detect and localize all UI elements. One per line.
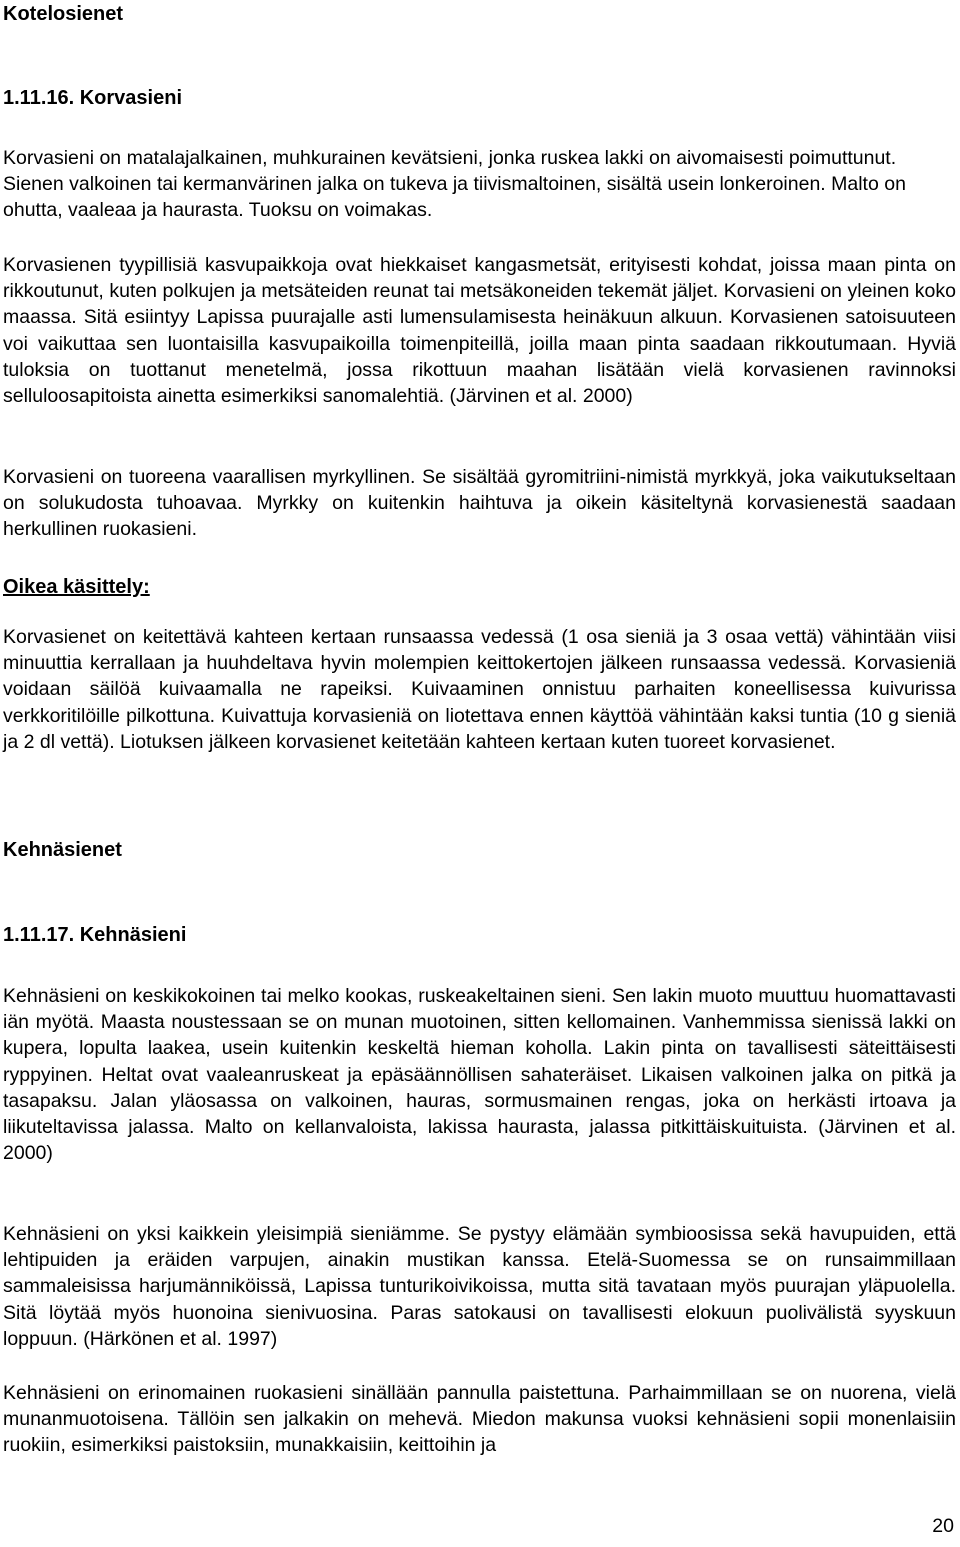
section-heading-kehnasieni: 1.11.17. Kehnäsieni bbox=[3, 924, 187, 946]
korvasieni-treatment-paragraph: Korvasienet on keitettävä kahteen kertaan runsaassa vedessä (1 osa sieniä ja 3 osaa vettä) vähintään viisi minuuttia kerrallaan ja huuhdeltava hyvin molempien keittokertojen jälkeen runsaassa vedessä. Korvasieniä voidaan säilöä kuivaamalla ne rapeiksi. Kuivaaminen onnistuu parhaiten koneellisessa kuivurissa verkkoritilöille pilkottuna. Kuivattuja korvasieniä on liotettava ennen käyttöä vähintään kaksi tuntia (10 g sieniä ja 2 dl vettä). Liotuksen jälkeen korvasienet keitetään kahteen kertaan kuten tuoreet korvasienet. bbox=[3, 626, 956, 753]
treatment-subheading: Oikea käsittely: bbox=[3, 576, 150, 598]
page-number: 20 bbox=[932, 1515, 954, 1537]
korvasieni-description-paragraph: Korvasieni on matalajalkainen, muhkurainen kevätsieni, jonka ruskea lakki on aivomaisesti poimuttunut. Sienen valkoinen tai kermanvärinen jalka on tukeva ja tiivismaltoinen, sisältä usein lonkeroinen. Malto on ohutta, vaaleaa ja haurasta. Tuoksu on voimakas. bbox=[3, 147, 906, 222]
korvasieni-habitat-paragraph: Korvasienen tyypillisiä kasvupaikkoja ovat hiekkaiset kangasmetsät, erityisesti kohdat, joissa maan pinta on rikkoutunut, kuten polkujen ja metsäteiden reunat tai metsäkoneiden tekemät jäljet. Korvasieni on yleinen koko maassa. Sitä esiintyy Lapissa puurajalle asti lumensulamisesta heinäkuun alkuun. Korvasienen satoisuuteen voi vaikuttaa sen luontaisilla kasvupaikoilla toimenpiteillä, joilla maan pinta saadaan rikkoutumaan. Hyviä tuloksia on tuottanut menetelmä, jossa rikottuun maahan lisätään vielä korvasienen ravinnoksi selluloosapitoista ainetta esimerkiksi sanomalehtiä. (Järvinen et al. 2000) bbox=[3, 254, 956, 408]
section-heading-korvasieni: 1.11.16. Korvasieni bbox=[3, 87, 183, 109]
kehnasieni-habitat-paragraph: Kehnäsieni on yksi kaikkein yleisimpiä sieniämme. Se pystyy elämään symbioosissa sekä havupuiden, että lehtipuiden ja eräiden varpujen, ainakin mustikan kanssa. Etelä-Suomessa se on runsaimmillaan sammaleisissa harjumänniköissä, Lapissa tunturikoivikoissa, mutta sitä tavataan myös puurajan yläpuolella. Sitä löytää myös huonoina sienivuosina. Paras satokausi on tavallisesti elokuun puolivälistä syyskuun loppuun. (Härkönen et al. 1997) bbox=[3, 1223, 956, 1350]
korvasieni-toxicity-paragraph: Korvasieni on tuoreena vaarallisen myrkyllinen. Se sisältää gyromitriini-nimistä myrkkyä, joka vaikutukseltaan on solukudosta tuhoavaa. Myrkky on kuitenkin haihtuva ja oikein käsiteltynä korvasienestä saadaan herkullinen ruokasieni. bbox=[3, 466, 956, 541]
category-heading-kehnasienet: Kehnäsienet bbox=[3, 839, 122, 861]
category-heading-kotelosienet: Kotelosienet bbox=[3, 3, 124, 25]
kehnasieni-description-paragraph: Kehnäsieni on keskikokoinen tai melko kookas, ruskeakeltainen sieni. Sen lakin muoto muuttuu huomattavasti iän myötä. Maasta noustessaan se on munan muotoinen, sitten kellomainen. Vanhemmissa sienissä lakki on kupera, lopulta laakea, usein kuitenkin keskeltä hieman koholla. Lakin pinta on tavallisesti säteittäisesti ryppyinen. Heltat ovat vaaleanruskeat ja epäsäännöllisen sahateräiset. Likaisen valkoinen jalka on pitkä ja tasapaksu. Jalan yläosassa on valkoinen, hauras, sormusmainen rengas, joka on herkästi irtoava ja liikuteltavissa jalassa. Malto on kellanvaloista, lakissa haurasta, jalassa pitkittäiskuituista. (Järvinen et al. 2000) bbox=[3, 985, 956, 1165]
kehnasieni-culinary-paragraph: Kehnäsieni on erinomainen ruokasieni sinällään pannulla paistettuna. Parhaimmillaan se on nuorena, vielä munanmuotoisena. Tällöin sen jalkakin on mehevä. Miedon makunsa vuoksi kehnäsieni sopii monenlaisiin ruokiin, esimerkiksi paistoksiin, munakkaisiin, keittoihin ja bbox=[3, 1382, 956, 1457]
